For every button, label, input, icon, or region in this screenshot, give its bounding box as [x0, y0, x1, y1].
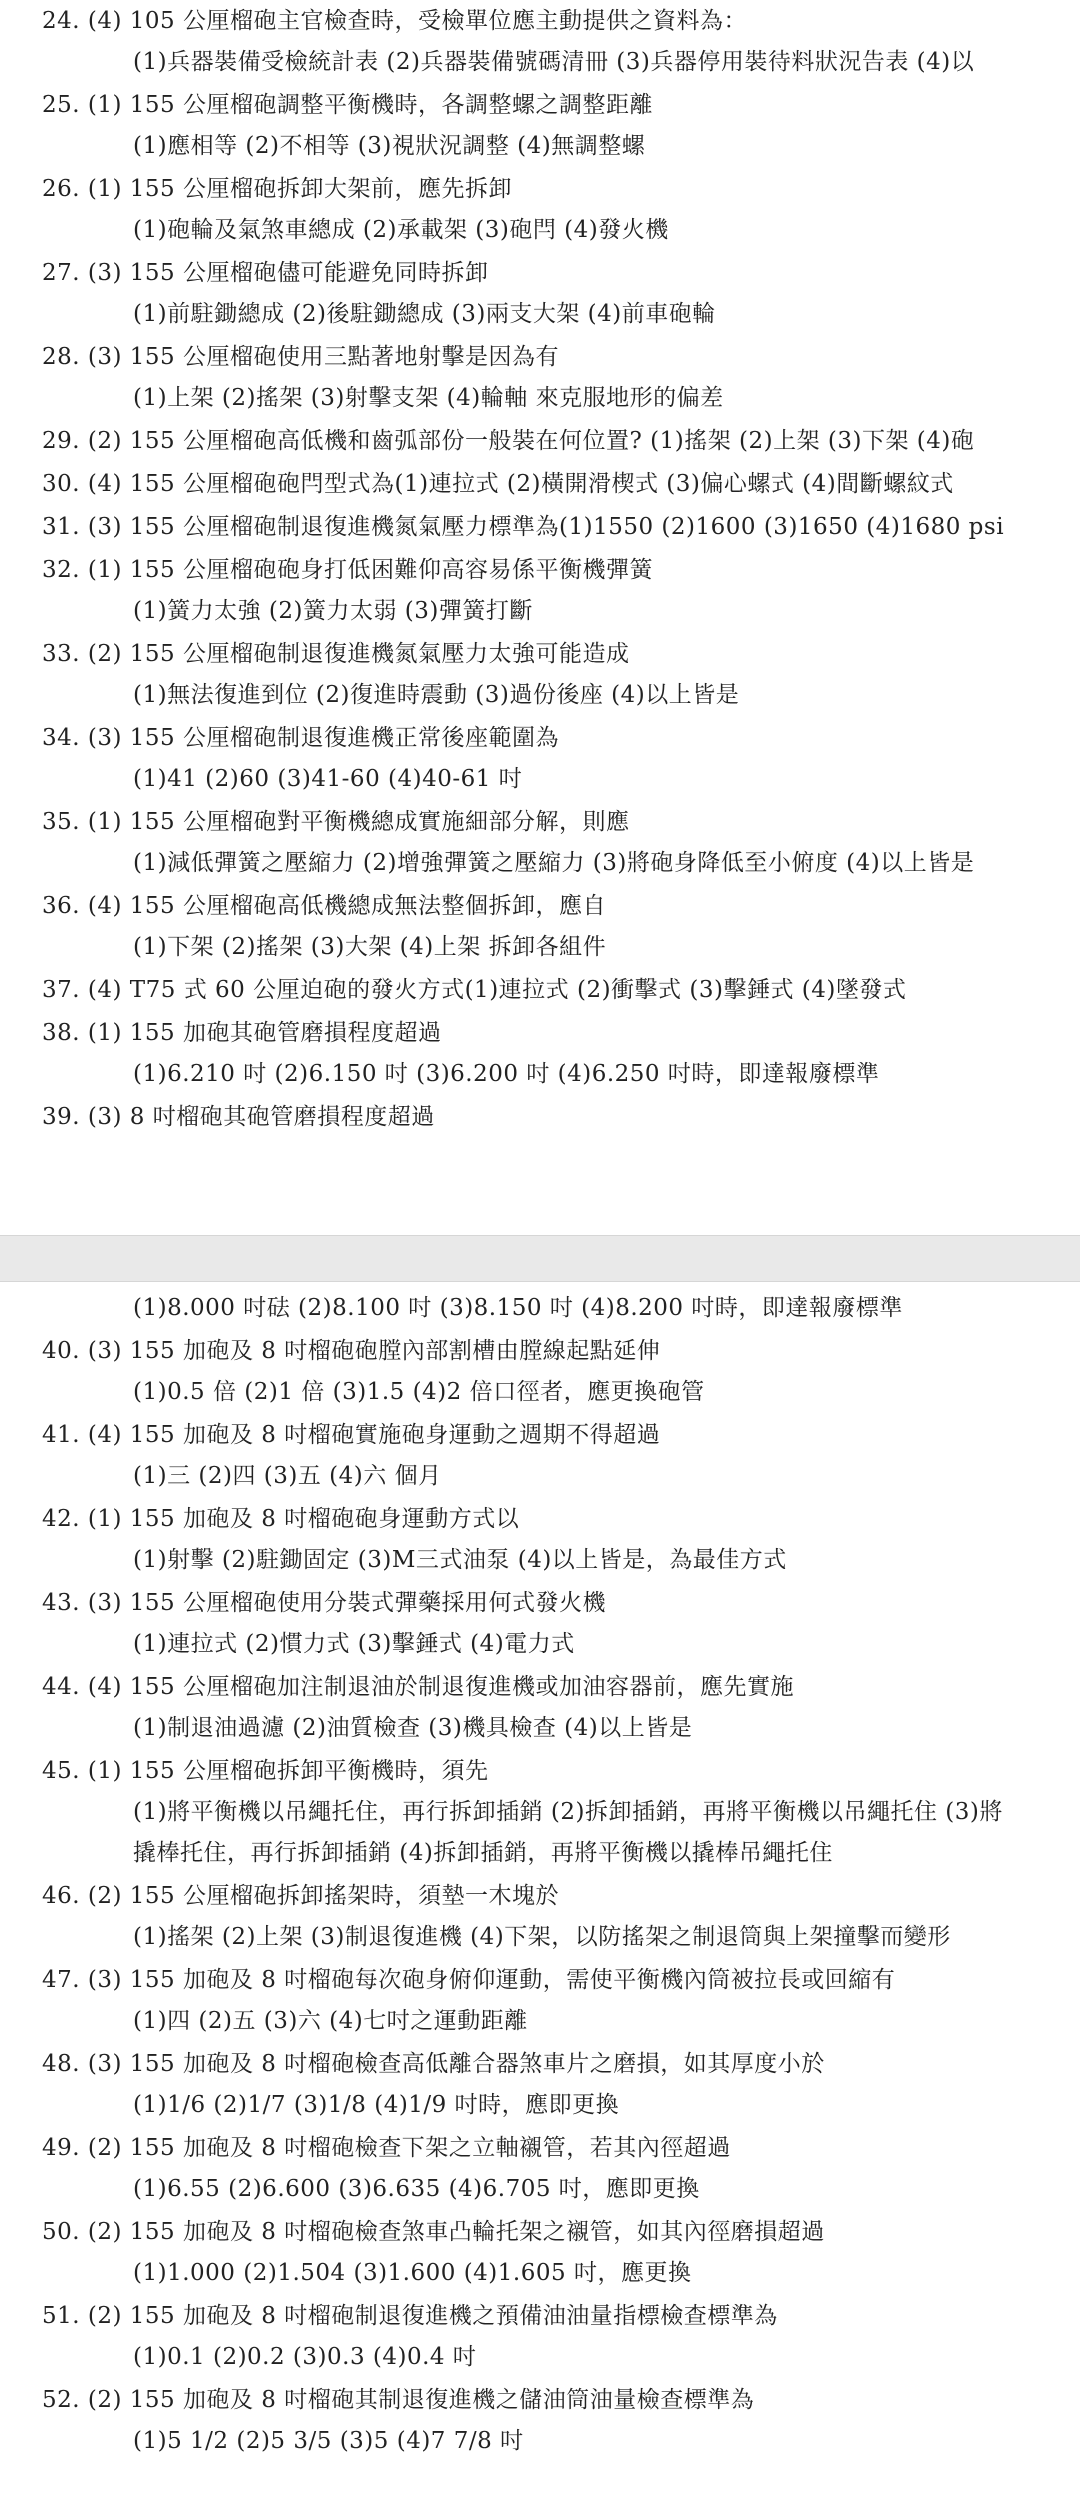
- question-46: 46. (2) 155 公厘榴砲拆卸搖架時，須墊一木塊於: [42, 1883, 559, 1909]
- question-30: 30. (4) 155 公厘榴砲砲閂型式為(1)連拉式 (2)橫開滑楔式 (3)偏心螺式 (4)間斷螺紋式: [42, 471, 954, 497]
- question-33-options: (1)無法復進到位 (2)復進時震動 (3)過份後座 (4)以上皆是: [133, 682, 740, 708]
- question-45-options-cont: 撬棒托住，再行拆卸插銷 (4)拆卸插銷，再將平衡機以撬棒吊繩托住: [133, 1840, 833, 1866]
- question-25-options: (1)應相等 (2)不相等 (3)視狀況調整 (4)無調整螺: [133, 133, 646, 159]
- question-48-options: (1)1/6 (2)1/7 (3)1/8 (4)1/9 吋時，應即更換: [133, 2092, 620, 2118]
- question-32: 32. (1) 155 公厘榴砲砲身打低困難仰高容易係平衡機彈簧: [42, 557, 653, 583]
- question-24: 24. (4) 105 公厘榴砲主官檢查時，受檢單位應主動提供之資料為：: [42, 8, 747, 34]
- question-24-options: (1)兵器裝備受檢統計表 (2)兵器裝備號碼清冊 (3)兵器停用裝待料狀況告表 (4)以: [133, 49, 975, 75]
- question-26-options: (1)砲輪及氣煞車總成 (2)承載架 (3)砲閂 (4)發火機: [133, 217, 669, 243]
- question-48: 48. (3) 155 加砲及 8 吋榴砲檢查高低離合器煞車片之磨損，如其厚度小於: [42, 2051, 825, 2077]
- question-47-options: (1)四 (2)五 (3)六 (4)七吋之運動距離: [133, 2008, 528, 2034]
- question-42-options: (1)射擊 (2)駐鋤固定 (3)M三式油泵 (4)以上皆是，為最佳方式: [133, 1547, 787, 1573]
- document-page-1: [0, 0, 1080, 1235]
- question-50-options: (1)1.000 (2)1.504 (3)1.600 (4)1.605 吋，應更換: [133, 2260, 692, 2286]
- question-32-options: (1)簧力太強 (2)簧力太弱 (3)彈簧打斷: [133, 598, 533, 624]
- question-33: 33. (2) 155 公厘榴砲制退復進機氮氣壓力太強可能造成: [42, 641, 630, 667]
- question-39-options: (1)8.000 吋砝 (2)8.100 吋 (3)8.150 吋 (4)8.200 吋時，即達報廢標準: [133, 1295, 903, 1321]
- question-49-options: (1)6.55 (2)6.600 (3)6.635 (4)6.705 吋，應即更換: [133, 2176, 700, 2202]
- question-40-options: (1)0.5 倍 (2)1 倍 (3)1.5 (4)2 倍口徑者，應更換砲管: [133, 1379, 705, 1405]
- question-52-options: (1)5 1/2 (2)5 3/5 (3)5 (4)7 7/8 吋: [133, 2428, 524, 2454]
- question-43-options: (1)連拉式 (2)慣力式 (3)擊錘式 (4)電力式: [133, 1631, 575, 1657]
- question-27-options: (1)前駐鋤總成 (2)後駐鋤總成 (3)兩支大架 (4)前車砲輪: [133, 301, 716, 327]
- page-separator: [0, 1235, 1080, 1282]
- question-35: 35. (1) 155 公厘榴砲對平衡機總成實施細部分解，則應: [42, 809, 630, 835]
- question-49: 49. (2) 155 加砲及 8 吋榴砲檢查下架之立軸襯管，若其內徑超過: [42, 2135, 731, 2161]
- question-44-options: (1)制退油過濾 (2)油質檢查 (3)機具檢查 (4)以上皆是: [133, 1715, 693, 1741]
- question-31: 31. (3) 155 公厘榴砲制退復進機氮氣壓力標準為(1)1550 (2)1600 (3)1650 (4)1680 psi: [42, 514, 1005, 540]
- question-25: 25. (1) 155 公厘榴砲調整平衡機時，各調整螺之調整距離: [42, 92, 653, 118]
- question-40: 40. (3) 155 加砲及 8 吋榴砲砲膛內部割槽由膛線起點延伸: [42, 1338, 661, 1364]
- question-36: 36. (4) 155 公厘榴砲高低機總成無法整個拆卸，應自: [42, 893, 606, 919]
- question-47: 47. (3) 155 加砲及 8 吋榴砲每次砲身俯仰運動，需使平衡機內筒被拉長或回縮有: [42, 1967, 896, 1993]
- question-34: 34. (3) 155 公厘榴砲制退復進機正常後座範圍為: [42, 725, 559, 751]
- question-29: 29. (2) 155 公厘榴砲高低機和齒弧部份一般裝在何位置? (1)搖架 (2)上架 (3)下架 (4)砲: [42, 428, 975, 454]
- question-28: 28. (3) 155 公厘榴砲使用三點著地射擊是因為有: [42, 344, 559, 370]
- question-38: 38. (1) 155 加砲其砲管磨損程度超過: [42, 1020, 442, 1046]
- question-43: 43. (3) 155 公厘榴砲使用分裝式彈藥採用何式發火機: [42, 1590, 606, 1616]
- question-44: 44. (4) 155 公厘榴砲加注制退油於制退復進機或加油容器前，應先實施: [42, 1674, 794, 1700]
- question-28-options: (1)上架 (2)搖架 (3)射擊支架 (4)輪軸 來克服地形的偏差: [133, 385, 724, 411]
- question-50: 50. (2) 155 加砲及 8 吋榴砲檢查煞車凸輪托架之襯管，如其內徑磨損超過: [42, 2219, 825, 2245]
- question-46-options: (1)搖架 (2)上架 (3)制退復進機 (4)下架，以防搖架之制退筒與上架撞擊而變形: [133, 1924, 951, 1950]
- question-27: 27. (3) 155 公厘榴砲儘可能避免同時拆卸: [42, 260, 489, 286]
- question-39: 39. (3) 8 吋榴砲其砲管磨損程度超過: [42, 1104, 435, 1130]
- document-page-2: [0, 1282, 1080, 2520]
- question-41: 41. (4) 155 加砲及 8 吋榴砲實施砲身運動之週期不得超過: [42, 1422, 661, 1448]
- question-35-options: (1)減低彈簧之壓縮力 (2)增強彈簧之壓縮力 (3)將砲身降低至小俯度 (4)以上皆是: [133, 850, 975, 876]
- question-45-options: (1)將平衡機以吊繩托住，再行拆卸插銷 (2)拆卸插銷，再將平衡機以吊繩托住 (3)將: [133, 1799, 1003, 1825]
- question-34-options: (1)41 (2)60 (3)41-60 (4)40-61 吋: [133, 766, 523, 792]
- question-38-options: (1)6.210 吋 (2)6.150 吋 (3)6.200 吋 (4)6.250 吋時，即達報廢標準: [133, 1061, 880, 1087]
- question-51: 51. (2) 155 加砲及 8 吋榴砲制退復進機之預備油油量指標檢查標準為: [42, 2303, 778, 2329]
- question-45: 45. (1) 155 公厘榴砲拆卸平衡機時，須先: [42, 1758, 489, 1784]
- question-52: 52. (2) 155 加砲及 8 吋榴砲其制退復進機之儲油筒油量檢查標準為: [42, 2387, 755, 2413]
- question-41-options: (1)三 (2)四 (3)五 (4)六 個月: [133, 1463, 442, 1489]
- question-26: 26. (1) 155 公厘榴砲拆卸大架前，應先拆卸: [42, 176, 512, 202]
- question-37: 37. (4) T75 式 60 公厘迫砲的發火方式(1)連拉式 (2)衝擊式 (3)擊錘式 (4)墜發式: [42, 977, 907, 1003]
- question-51-options: (1)0.1 (2)0.2 (3)0.3 (4)0.4 吋: [133, 2344, 477, 2370]
- question-42: 42. (1) 155 加砲及 8 吋榴砲砲身運動方式以: [42, 1506, 520, 1532]
- question-36-options: (1)下架 (2)搖架 (3)大架 (4)上架 拆卸各組件: [133, 934, 607, 960]
